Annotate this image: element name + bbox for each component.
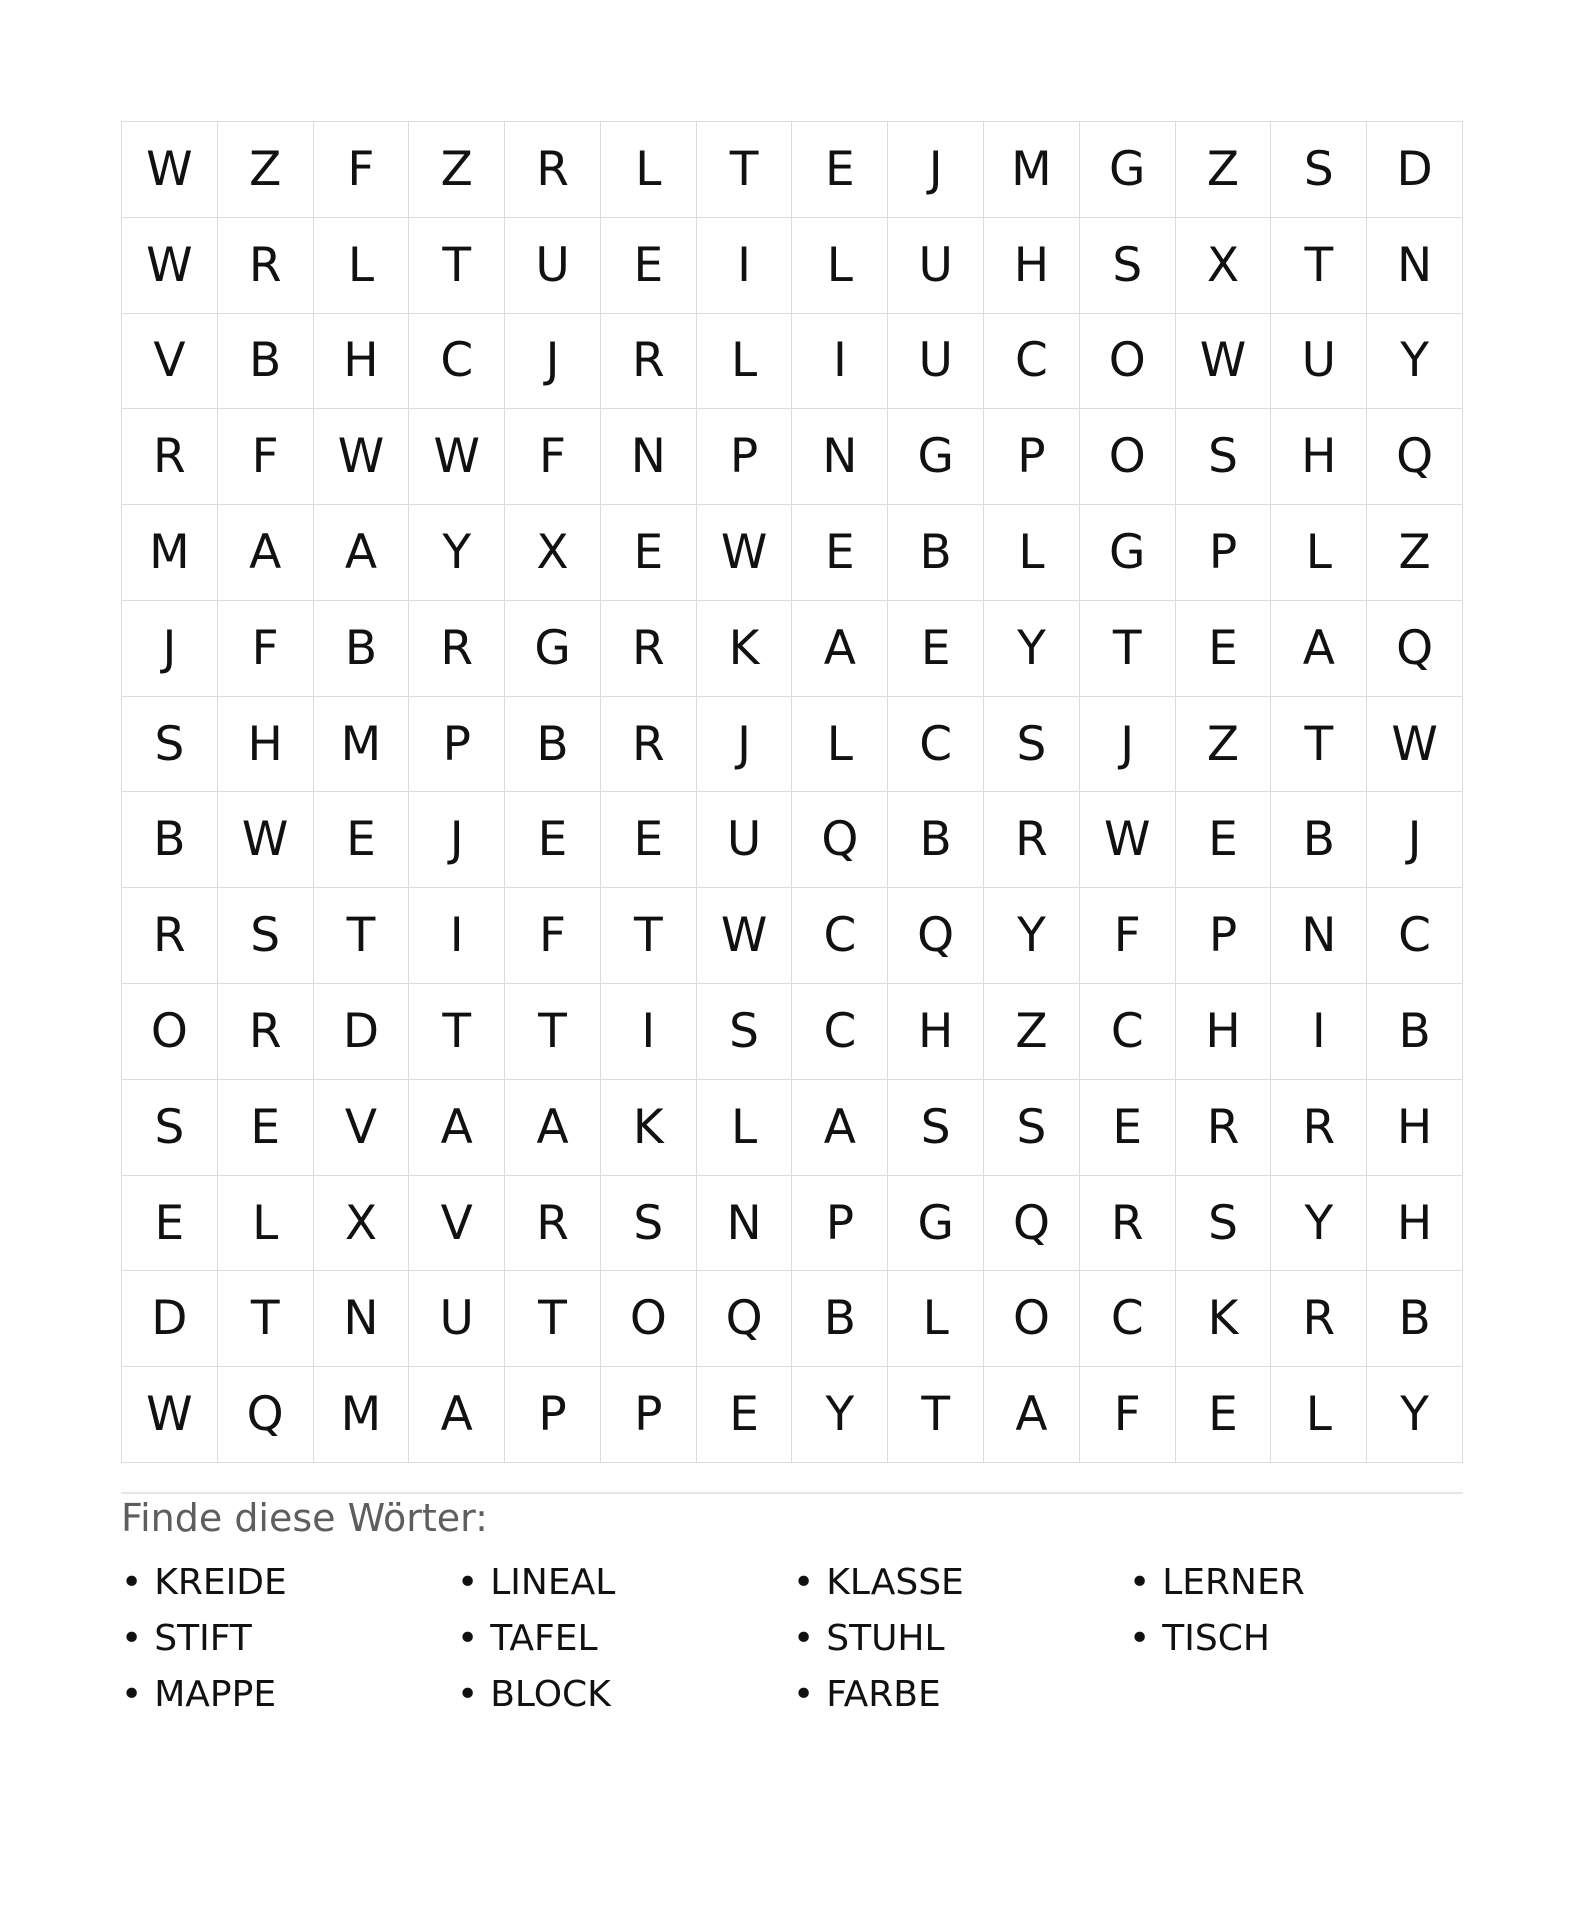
grid-cell[interactable]: Z bbox=[218, 122, 314, 218]
grid-cell[interactable]: O bbox=[601, 1271, 697, 1367]
grid-cell[interactable]: R bbox=[601, 601, 697, 697]
grid-cell[interactable]: I bbox=[792, 314, 888, 410]
grid-cell[interactable]: U bbox=[697, 792, 793, 888]
grid-cell[interactable]: K bbox=[601, 1080, 697, 1176]
grid-cell[interactable]: K bbox=[697, 601, 793, 697]
grid-cell[interactable]: E bbox=[122, 1176, 218, 1272]
grid-cell[interactable]: L bbox=[697, 1080, 793, 1176]
grid-cell[interactable]: F bbox=[505, 409, 601, 505]
grid-cell[interactable]: N bbox=[697, 1176, 793, 1272]
word-label: KREIDE bbox=[154, 1561, 287, 1603]
word-list-item bbox=[457, 1610, 793, 1666]
grid-cell[interactable]: W bbox=[122, 218, 218, 314]
grid-cell[interactable]: R bbox=[218, 218, 314, 314]
grid-cell[interactable]: W bbox=[409, 409, 505, 505]
grid-cell[interactable]: A bbox=[409, 1367, 505, 1463]
grid-cell[interactable]: C bbox=[792, 984, 888, 1080]
grid-cell[interactable]: S bbox=[888, 1080, 984, 1176]
word-list-item bbox=[457, 1554, 793, 1610]
grid-cell[interactable]: Y bbox=[792, 1367, 888, 1463]
grid-cell[interactable]: S bbox=[697, 984, 793, 1080]
word-label: TISCH bbox=[1162, 1617, 1270, 1659]
grid-cell[interactable]: J bbox=[1080, 697, 1176, 793]
grid-cell[interactable]: W bbox=[314, 409, 410, 505]
word-list-item bbox=[121, 1666, 457, 1722]
grid-cell[interactable]: S bbox=[601, 1176, 697, 1272]
grid-cell[interactable]: J bbox=[505, 314, 601, 410]
grid-cell[interactable]: X bbox=[314, 1176, 410, 1272]
word-label: LINEAL bbox=[490, 1561, 616, 1603]
grid-cell[interactable]: A bbox=[218, 505, 314, 601]
word-list-title: Finde diese Wörter: bbox=[121, 1496, 488, 1540]
grid-cell[interactable]: J bbox=[1367, 792, 1463, 888]
bullet-icon: • bbox=[793, 1561, 815, 1603]
grid-cell[interactable]: Y bbox=[1367, 1367, 1463, 1463]
word-label: STUHL bbox=[826, 1617, 945, 1659]
bullet-icon: • bbox=[1129, 1617, 1151, 1659]
grid-cell[interactable]: E bbox=[792, 505, 888, 601]
grid-cell[interactable]: L bbox=[314, 218, 410, 314]
word-list-item bbox=[793, 1554, 1129, 1610]
grid-cell[interactable]: V bbox=[314, 1080, 410, 1176]
grid-cell[interactable]: N bbox=[601, 409, 697, 505]
grid-cell[interactable]: D bbox=[122, 1271, 218, 1367]
grid-cell[interactable]: S bbox=[122, 1080, 218, 1176]
grid-cell[interactable]: H bbox=[1367, 1080, 1463, 1176]
grid-cell[interactable]: S bbox=[1176, 409, 1272, 505]
word-list-item bbox=[457, 1666, 793, 1722]
grid-cell[interactable]: L bbox=[601, 122, 697, 218]
grid-cell[interactable]: E bbox=[314, 792, 410, 888]
grid-cell[interactable]: W bbox=[122, 122, 218, 218]
grid-cell[interactable]: R bbox=[601, 314, 697, 410]
grid-cell[interactable]: R bbox=[505, 1176, 601, 1272]
grid-cell[interactable]: I bbox=[601, 984, 697, 1080]
word-list bbox=[121, 1554, 1463, 1722]
grid-cell[interactable]: F bbox=[218, 409, 314, 505]
word-list-item bbox=[793, 1610, 1129, 1666]
grid-cell[interactable]: X bbox=[1176, 218, 1272, 314]
grid-cell[interactable]: B bbox=[1367, 1271, 1463, 1367]
bullet-icon: • bbox=[121, 1617, 143, 1659]
grid-cell[interactable]: H bbox=[984, 218, 1080, 314]
grid-cell[interactable]: A bbox=[505, 1080, 601, 1176]
grid-cell[interactable]: O bbox=[984, 1271, 1080, 1367]
grid-cell[interactable]: B bbox=[888, 505, 984, 601]
grid-cell[interactable]: F bbox=[1080, 888, 1176, 984]
bullet-icon: • bbox=[457, 1561, 479, 1603]
grid-cell[interactable]: O bbox=[1080, 409, 1176, 505]
grid-cell[interactable]: R bbox=[1271, 1271, 1367, 1367]
grid-cell[interactable]: N bbox=[1271, 888, 1367, 984]
word-label: BLOCK bbox=[490, 1673, 611, 1715]
grid-cell[interactable]: K bbox=[1176, 1271, 1272, 1367]
grid-cell[interactable]: B bbox=[1271, 792, 1367, 888]
grid-cell[interactable]: V bbox=[122, 314, 218, 410]
bullet-icon: • bbox=[457, 1673, 479, 1715]
grid-cell[interactable]: F bbox=[218, 601, 314, 697]
grid-cell[interactable]: E bbox=[601, 505, 697, 601]
grid-cell[interactable]: E bbox=[505, 792, 601, 888]
grid-cell[interactable]: I bbox=[409, 888, 505, 984]
word-label: MAPPE bbox=[154, 1673, 277, 1715]
grid-cell[interactable]: L bbox=[792, 218, 888, 314]
grid-cell[interactable]: P bbox=[1176, 505, 1272, 601]
grid-cell[interactable]: T bbox=[697, 122, 793, 218]
grid-cell[interactable]: O bbox=[1080, 314, 1176, 410]
grid-cell[interactable]: H bbox=[888, 984, 984, 1080]
word-label: KLASSE bbox=[826, 1561, 964, 1603]
grid-cell[interactable]: S bbox=[1080, 218, 1176, 314]
grid-cell[interactable]: C bbox=[409, 314, 505, 410]
word-list-item bbox=[121, 1610, 457, 1666]
grid-cell[interactable]: L bbox=[697, 314, 793, 410]
grid-cell[interactable]: S bbox=[984, 697, 1080, 793]
grid-cell[interactable]: L bbox=[888, 1271, 984, 1367]
word-list-item bbox=[121, 1554, 457, 1610]
word-label: LERNER bbox=[1162, 1561, 1305, 1603]
grid-cell[interactable]: Y bbox=[984, 888, 1080, 984]
grid-cell[interactable]: U bbox=[888, 314, 984, 410]
grid-cell[interactable]: P bbox=[697, 409, 793, 505]
grid-cell[interactable]: S bbox=[984, 1080, 1080, 1176]
grid-cell[interactable]: T bbox=[601, 888, 697, 984]
grid-cell[interactable]: J bbox=[122, 601, 218, 697]
grid-cell[interactable]: Q bbox=[1367, 409, 1463, 505]
grid-cell[interactable]: L bbox=[792, 697, 888, 793]
grid-cell[interactable]: M bbox=[314, 697, 410, 793]
grid-cell[interactable]: W bbox=[122, 1367, 218, 1463]
grid-cell[interactable]: W bbox=[697, 505, 793, 601]
word-list-item bbox=[1129, 1610, 1465, 1666]
word-search-grid bbox=[121, 121, 1463, 1463]
grid-cell[interactable]: R bbox=[122, 409, 218, 505]
grid-cell[interactable]: R bbox=[505, 122, 601, 218]
grid-cell[interactable]: W bbox=[1367, 697, 1463, 793]
grid-cell[interactable]: E bbox=[1176, 601, 1272, 697]
grid-cell[interactable]: Z bbox=[984, 984, 1080, 1080]
grid-cell[interactable]: J bbox=[888, 122, 984, 218]
grid-cell[interactable]: Y bbox=[1367, 314, 1463, 410]
grid-cell[interactable]: C bbox=[792, 888, 888, 984]
divider bbox=[121, 1492, 1463, 1494]
grid-cell[interactable]: L bbox=[218, 1176, 314, 1272]
grid-cell[interactable]: G bbox=[1080, 122, 1176, 218]
grid-cell[interactable]: S bbox=[122, 697, 218, 793]
grid-cell[interactable]: Q bbox=[888, 888, 984, 984]
word-label: FARBE bbox=[826, 1673, 941, 1715]
grid-cell[interactable]: H bbox=[1271, 409, 1367, 505]
grid-cell[interactable]: L bbox=[1271, 505, 1367, 601]
grid-cell[interactable]: X bbox=[505, 505, 601, 601]
grid-cell[interactable]: N bbox=[314, 1271, 410, 1367]
grid-cell[interactable]: Q bbox=[697, 1271, 793, 1367]
grid-cell[interactable]: R bbox=[1271, 1080, 1367, 1176]
grid-cell[interactable]: O bbox=[122, 984, 218, 1080]
grid-cell[interactable]: S bbox=[1176, 1176, 1272, 1272]
grid-cell[interactable]: T bbox=[505, 984, 601, 1080]
grid-cell[interactable]: B bbox=[888, 792, 984, 888]
grid-cell[interactable]: E bbox=[601, 792, 697, 888]
grid-cell[interactable]: C bbox=[1367, 888, 1463, 984]
grid-cell[interactable]: M bbox=[314, 1367, 410, 1463]
grid-cell[interactable]: P bbox=[505, 1367, 601, 1463]
grid-cell[interactable]: P bbox=[409, 697, 505, 793]
bullet-icon: • bbox=[457, 1617, 479, 1659]
grid-cell[interactable]: M bbox=[122, 505, 218, 601]
grid-cell[interactable]: Y bbox=[984, 601, 1080, 697]
grid-cell[interactable]: Z bbox=[1176, 122, 1272, 218]
grid-cell[interactable]: I bbox=[1271, 984, 1367, 1080]
grid-cell[interactable]: H bbox=[314, 314, 410, 410]
grid-cell[interactable]: L bbox=[1271, 1367, 1367, 1463]
grid-cell[interactable]: R bbox=[409, 601, 505, 697]
grid-cell[interactable]: R bbox=[122, 888, 218, 984]
grid-cell[interactable]: Z bbox=[409, 122, 505, 218]
grid-cell[interactable]: F bbox=[314, 122, 410, 218]
grid-cell[interactable]: M bbox=[984, 122, 1080, 218]
grid-cell[interactable]: T bbox=[888, 1367, 984, 1463]
grid-cell[interactable]: A bbox=[792, 601, 888, 697]
grid-cell[interactable]: S bbox=[1271, 122, 1367, 218]
grid-cell[interactable]: J bbox=[697, 697, 793, 793]
grid-cell[interactable]: L bbox=[984, 505, 1080, 601]
grid-cell[interactable]: P bbox=[792, 1176, 888, 1272]
grid-cell[interactable]: F bbox=[1080, 1367, 1176, 1463]
grid-cell[interactable]: A bbox=[1271, 601, 1367, 697]
grid-cell[interactable]: H bbox=[218, 697, 314, 793]
grid-cell[interactable]: Z bbox=[1176, 697, 1272, 793]
grid-cell[interactable]: Q bbox=[792, 792, 888, 888]
grid-cell[interactable]: G bbox=[888, 1176, 984, 1272]
grid-cell[interactable]: E bbox=[792, 122, 888, 218]
grid-cell[interactable]: V bbox=[409, 1176, 505, 1272]
grid-cell[interactable]: G bbox=[888, 409, 984, 505]
grid-cell[interactable]: U bbox=[888, 218, 984, 314]
grid-cell[interactable]: W bbox=[218, 792, 314, 888]
grid-cell[interactable]: D bbox=[1367, 122, 1463, 218]
grid-cell[interactable]: E bbox=[1176, 792, 1272, 888]
grid-cell[interactable]: E bbox=[697, 1367, 793, 1463]
grid-cell[interactable]: E bbox=[218, 1080, 314, 1176]
grid-cell[interactable]: N bbox=[792, 409, 888, 505]
grid-cell[interactable]: G bbox=[1080, 505, 1176, 601]
grid-cell[interactable]: E bbox=[601, 218, 697, 314]
grid-cell[interactable]: U bbox=[1271, 314, 1367, 410]
grid-cell[interactable]: U bbox=[505, 218, 601, 314]
bullet-icon: • bbox=[793, 1673, 815, 1715]
grid-cell[interactable]: P bbox=[601, 1367, 697, 1463]
grid-cell[interactable]: P bbox=[984, 409, 1080, 505]
grid-cell[interactable]: W bbox=[697, 888, 793, 984]
grid-cell[interactable]: T bbox=[505, 1271, 601, 1367]
grid-cell[interactable]: Q bbox=[984, 1176, 1080, 1272]
bullet-icon: • bbox=[793, 1617, 815, 1659]
grid-cell[interactable]: H bbox=[1176, 984, 1272, 1080]
bullet-icon: • bbox=[1129, 1561, 1151, 1603]
grid-cell[interactable]: C bbox=[984, 314, 1080, 410]
grid-cell[interactable]: D bbox=[314, 984, 410, 1080]
grid-cell[interactable]: P bbox=[1176, 888, 1272, 984]
grid-cell[interactable]: N bbox=[1367, 218, 1463, 314]
grid-cell[interactable]: B bbox=[1367, 984, 1463, 1080]
grid-cell[interactable]: A bbox=[409, 1080, 505, 1176]
word-list-item bbox=[1129, 1554, 1465, 1610]
grid-cell[interactable]: C bbox=[1080, 984, 1176, 1080]
word-list-item bbox=[793, 1666, 1129, 1722]
grid-cell[interactable]: B bbox=[122, 792, 218, 888]
grid-cell[interactable]: Z bbox=[1367, 505, 1463, 601]
grid-cell[interactable]: R bbox=[1176, 1080, 1272, 1176]
grid-cell[interactable]: J bbox=[409, 792, 505, 888]
bullet-icon: • bbox=[121, 1673, 143, 1715]
grid-cell[interactable]: A bbox=[314, 505, 410, 601]
grid-cell[interactable]: R bbox=[218, 984, 314, 1080]
grid-cell[interactable]: R bbox=[601, 697, 697, 793]
grid-cell[interactable]: W bbox=[1176, 314, 1272, 410]
word-label: STIFT bbox=[154, 1617, 252, 1659]
grid-cell[interactable]: E bbox=[1080, 1080, 1176, 1176]
grid-cell[interactable]: A bbox=[984, 1367, 1080, 1463]
grid-cell[interactable]: H bbox=[1367, 1176, 1463, 1272]
grid-cell[interactable]: R bbox=[984, 792, 1080, 888]
grid-cell[interactable]: T bbox=[1271, 697, 1367, 793]
grid-cell[interactable]: B bbox=[314, 601, 410, 697]
grid-cell[interactable]: Y bbox=[1271, 1176, 1367, 1272]
grid-cell[interactable]: T bbox=[1271, 218, 1367, 314]
grid-cell[interactable]: B bbox=[792, 1271, 888, 1367]
word-label: TAFEL bbox=[490, 1617, 598, 1659]
grid-cell[interactable]: Q bbox=[1367, 601, 1463, 697]
grid-cell[interactable]: W bbox=[1080, 792, 1176, 888]
grid-cell[interactable]: T bbox=[409, 218, 505, 314]
grid-cell[interactable]: T bbox=[409, 984, 505, 1080]
grid-cell[interactable]: T bbox=[314, 888, 410, 984]
grid-cell[interactable]: R bbox=[1080, 1176, 1176, 1272]
bullet-icon: • bbox=[121, 1561, 143, 1603]
grid-cell[interactable]: C bbox=[1080, 1271, 1176, 1367]
grid-cell[interactable]: A bbox=[792, 1080, 888, 1176]
grid-cell[interactable]: E bbox=[888, 601, 984, 697]
grid-cell[interactable]: G bbox=[505, 601, 601, 697]
grid-cell[interactable]: Y bbox=[409, 505, 505, 601]
grid-cell[interactable]: B bbox=[505, 697, 601, 793]
grid-cell[interactable]: T bbox=[1080, 601, 1176, 697]
grid-cell[interactable]: T bbox=[218, 1271, 314, 1367]
grid-cell[interactable]: B bbox=[218, 314, 314, 410]
grid-cell[interactable]: U bbox=[409, 1271, 505, 1367]
grid-cell[interactable]: F bbox=[505, 888, 601, 984]
grid-cell[interactable]: I bbox=[697, 218, 793, 314]
grid-cell[interactable]: S bbox=[218, 888, 314, 984]
grid-cell[interactable]: E bbox=[1176, 1367, 1272, 1463]
grid-cell[interactable]: C bbox=[888, 697, 984, 793]
grid-cell[interactable]: Q bbox=[218, 1367, 314, 1463]
